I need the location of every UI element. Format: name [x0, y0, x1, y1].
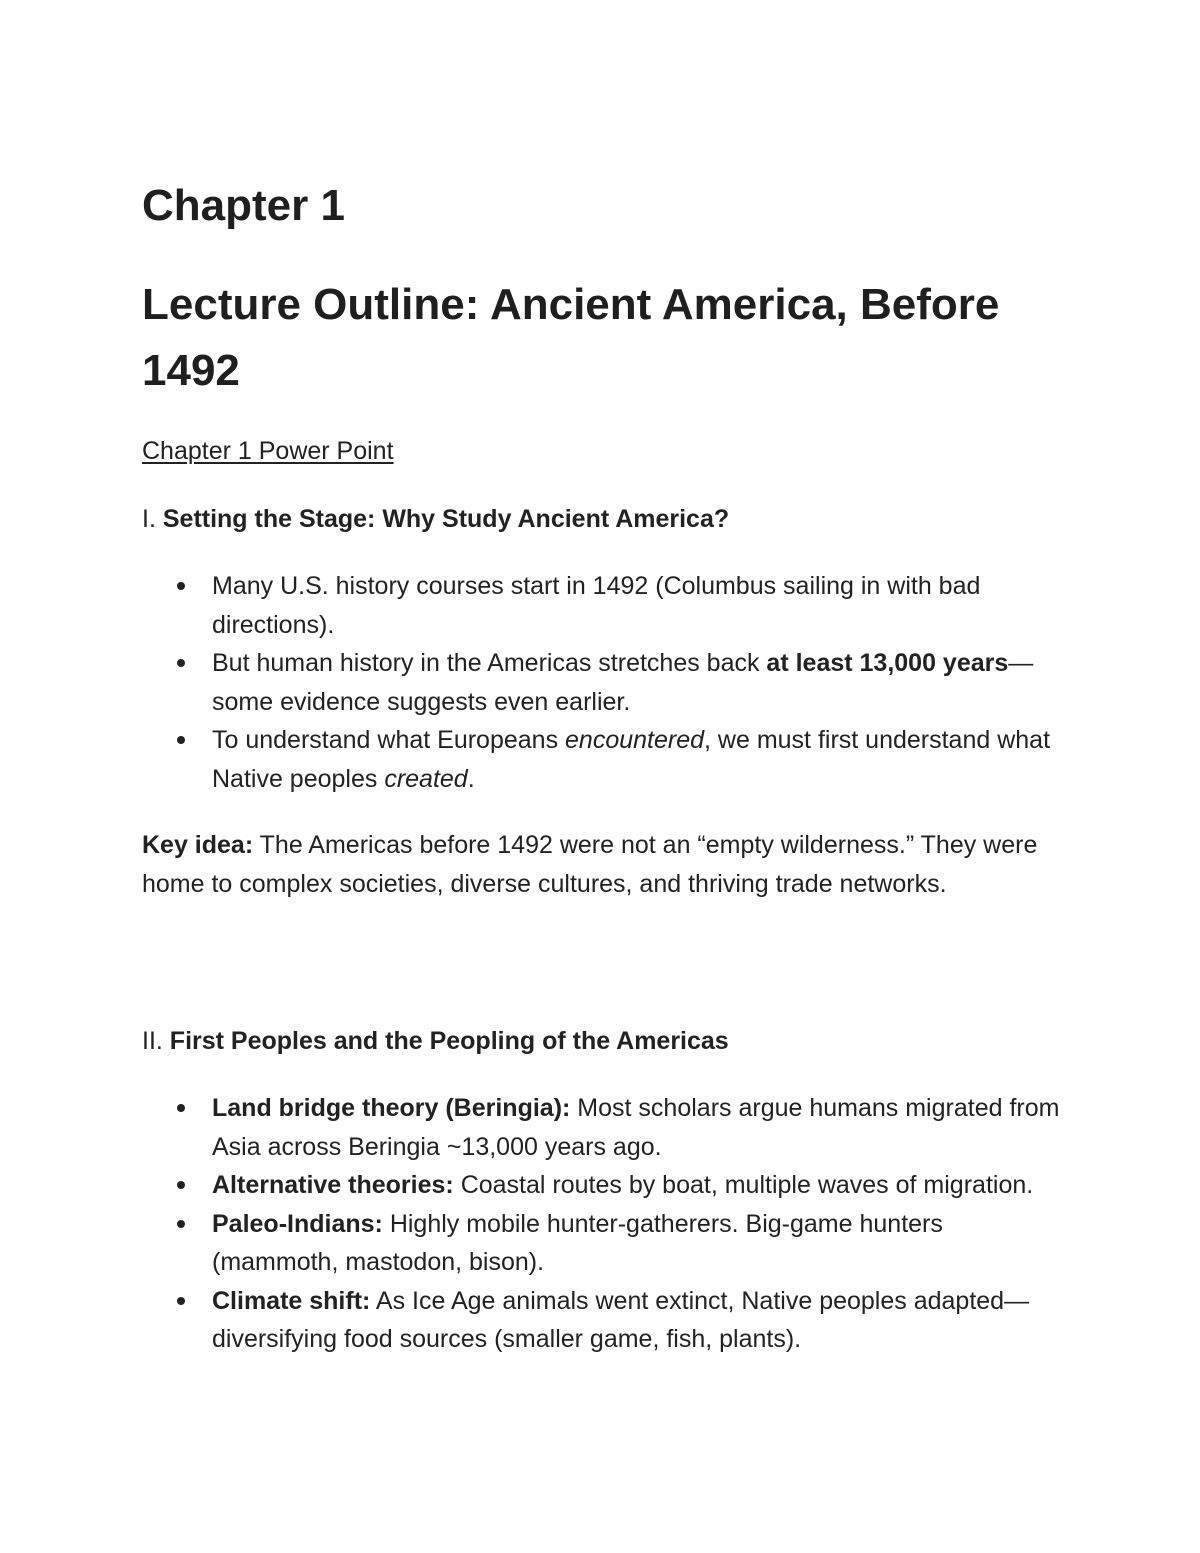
- bullet-text: Many U.S. history courses start in 1492 (Columbus sailing in with bad directions).: [212, 572, 981, 639]
- bullet-label: Paleo-Indians:: [212, 1209, 383, 1238]
- bullet-icon: [177, 1297, 185, 1305]
- section-1-title: Setting the Stage: Why Study Ancient America?: [162, 505, 730, 533]
- chapter-title: Chapter 1: [142, 181, 345, 230]
- bullet-icon: [177, 582, 185, 590]
- section-2-heading: [142, 1024, 729, 1058]
- section-2-title: First Peoples and the Peopling of the Americas: [169, 1027, 729, 1055]
- list-item: [142, 644, 1062, 721]
- section-1-numeral: I.: [142, 505, 156, 533]
- bullet-label: Climate shift:: [212, 1286, 371, 1315]
- power-point-link[interactable]: Chapter 1 Power Point: [142, 437, 394, 465]
- list-item: [142, 1089, 1062, 1166]
- list-item: [142, 1166, 1062, 1205]
- section-2-bullet-list: [142, 1089, 1062, 1359]
- bullet-icon: [177, 659, 185, 667]
- bullet-text: Most scholars argue humans migrated from Asia across Beringia ~13,000 years ago.: [212, 1094, 1060, 1161]
- bullet-text: Coastal routes by boat, multiple waves of migration.: [453, 1171, 1034, 1199]
- key-idea-paragraph: [142, 826, 1062, 903]
- list-item: [142, 721, 1062, 798]
- list-item: [142, 1205, 1062, 1282]
- list-item: [142, 1282, 1062, 1359]
- bullet-icon: [177, 1181, 185, 1189]
- bullet-label: Alternative theories:: [212, 1171, 454, 1199]
- section-2-numeral: II.: [142, 1027, 163, 1055]
- bullet-text: As Ice Age animals went extinct, Native peoples adapted—diversifying food sources (smaller game, fish, plants).: [212, 1286, 1030, 1353]
- bullet-text-emphasis: encountered: [565, 726, 705, 754]
- section-1-heading: [142, 502, 729, 536]
- key-idea-text: The Americas before 1492 were not an “empty wilderness.” They were home to complex societies, diverse cultures, and thriving trade networks.: [142, 831, 1038, 898]
- bullet-text-post: .: [467, 764, 475, 793]
- bullet-text-bold: at least 13,000 years: [766, 649, 1009, 677]
- bullet-text: Highly mobile hunter-gatherers. Big-game hunters (mammoth, mastodon, bison).: [212, 1209, 943, 1276]
- bullet-icon: [177, 1220, 185, 1228]
- section-1-bullet-list: [142, 567, 1062, 798]
- bullet-icon: [177, 1104, 185, 1112]
- bullet-text-emphasis: created: [384, 764, 468, 793]
- list-item: [142, 567, 1062, 644]
- bullet-icon: [177, 736, 185, 744]
- bullet-text-pre: But human history in the Americas stretches back: [212, 649, 767, 677]
- lecture-title: Lecture Outline: Ancient America, Before 1492: [142, 280, 1000, 395]
- bullet-text-pre: To understand what Europeans: [212, 726, 566, 754]
- bullet-label: Land bridge theory (Beringia):: [212, 1094, 571, 1122]
- bullet-text-post: —some evidence suggests even earlier.: [212, 649, 1034, 716]
- bullet-text-mid: , we must first understand what Native peoples: [212, 726, 1051, 793]
- key-idea-label: Key idea:: [142, 831, 254, 859]
